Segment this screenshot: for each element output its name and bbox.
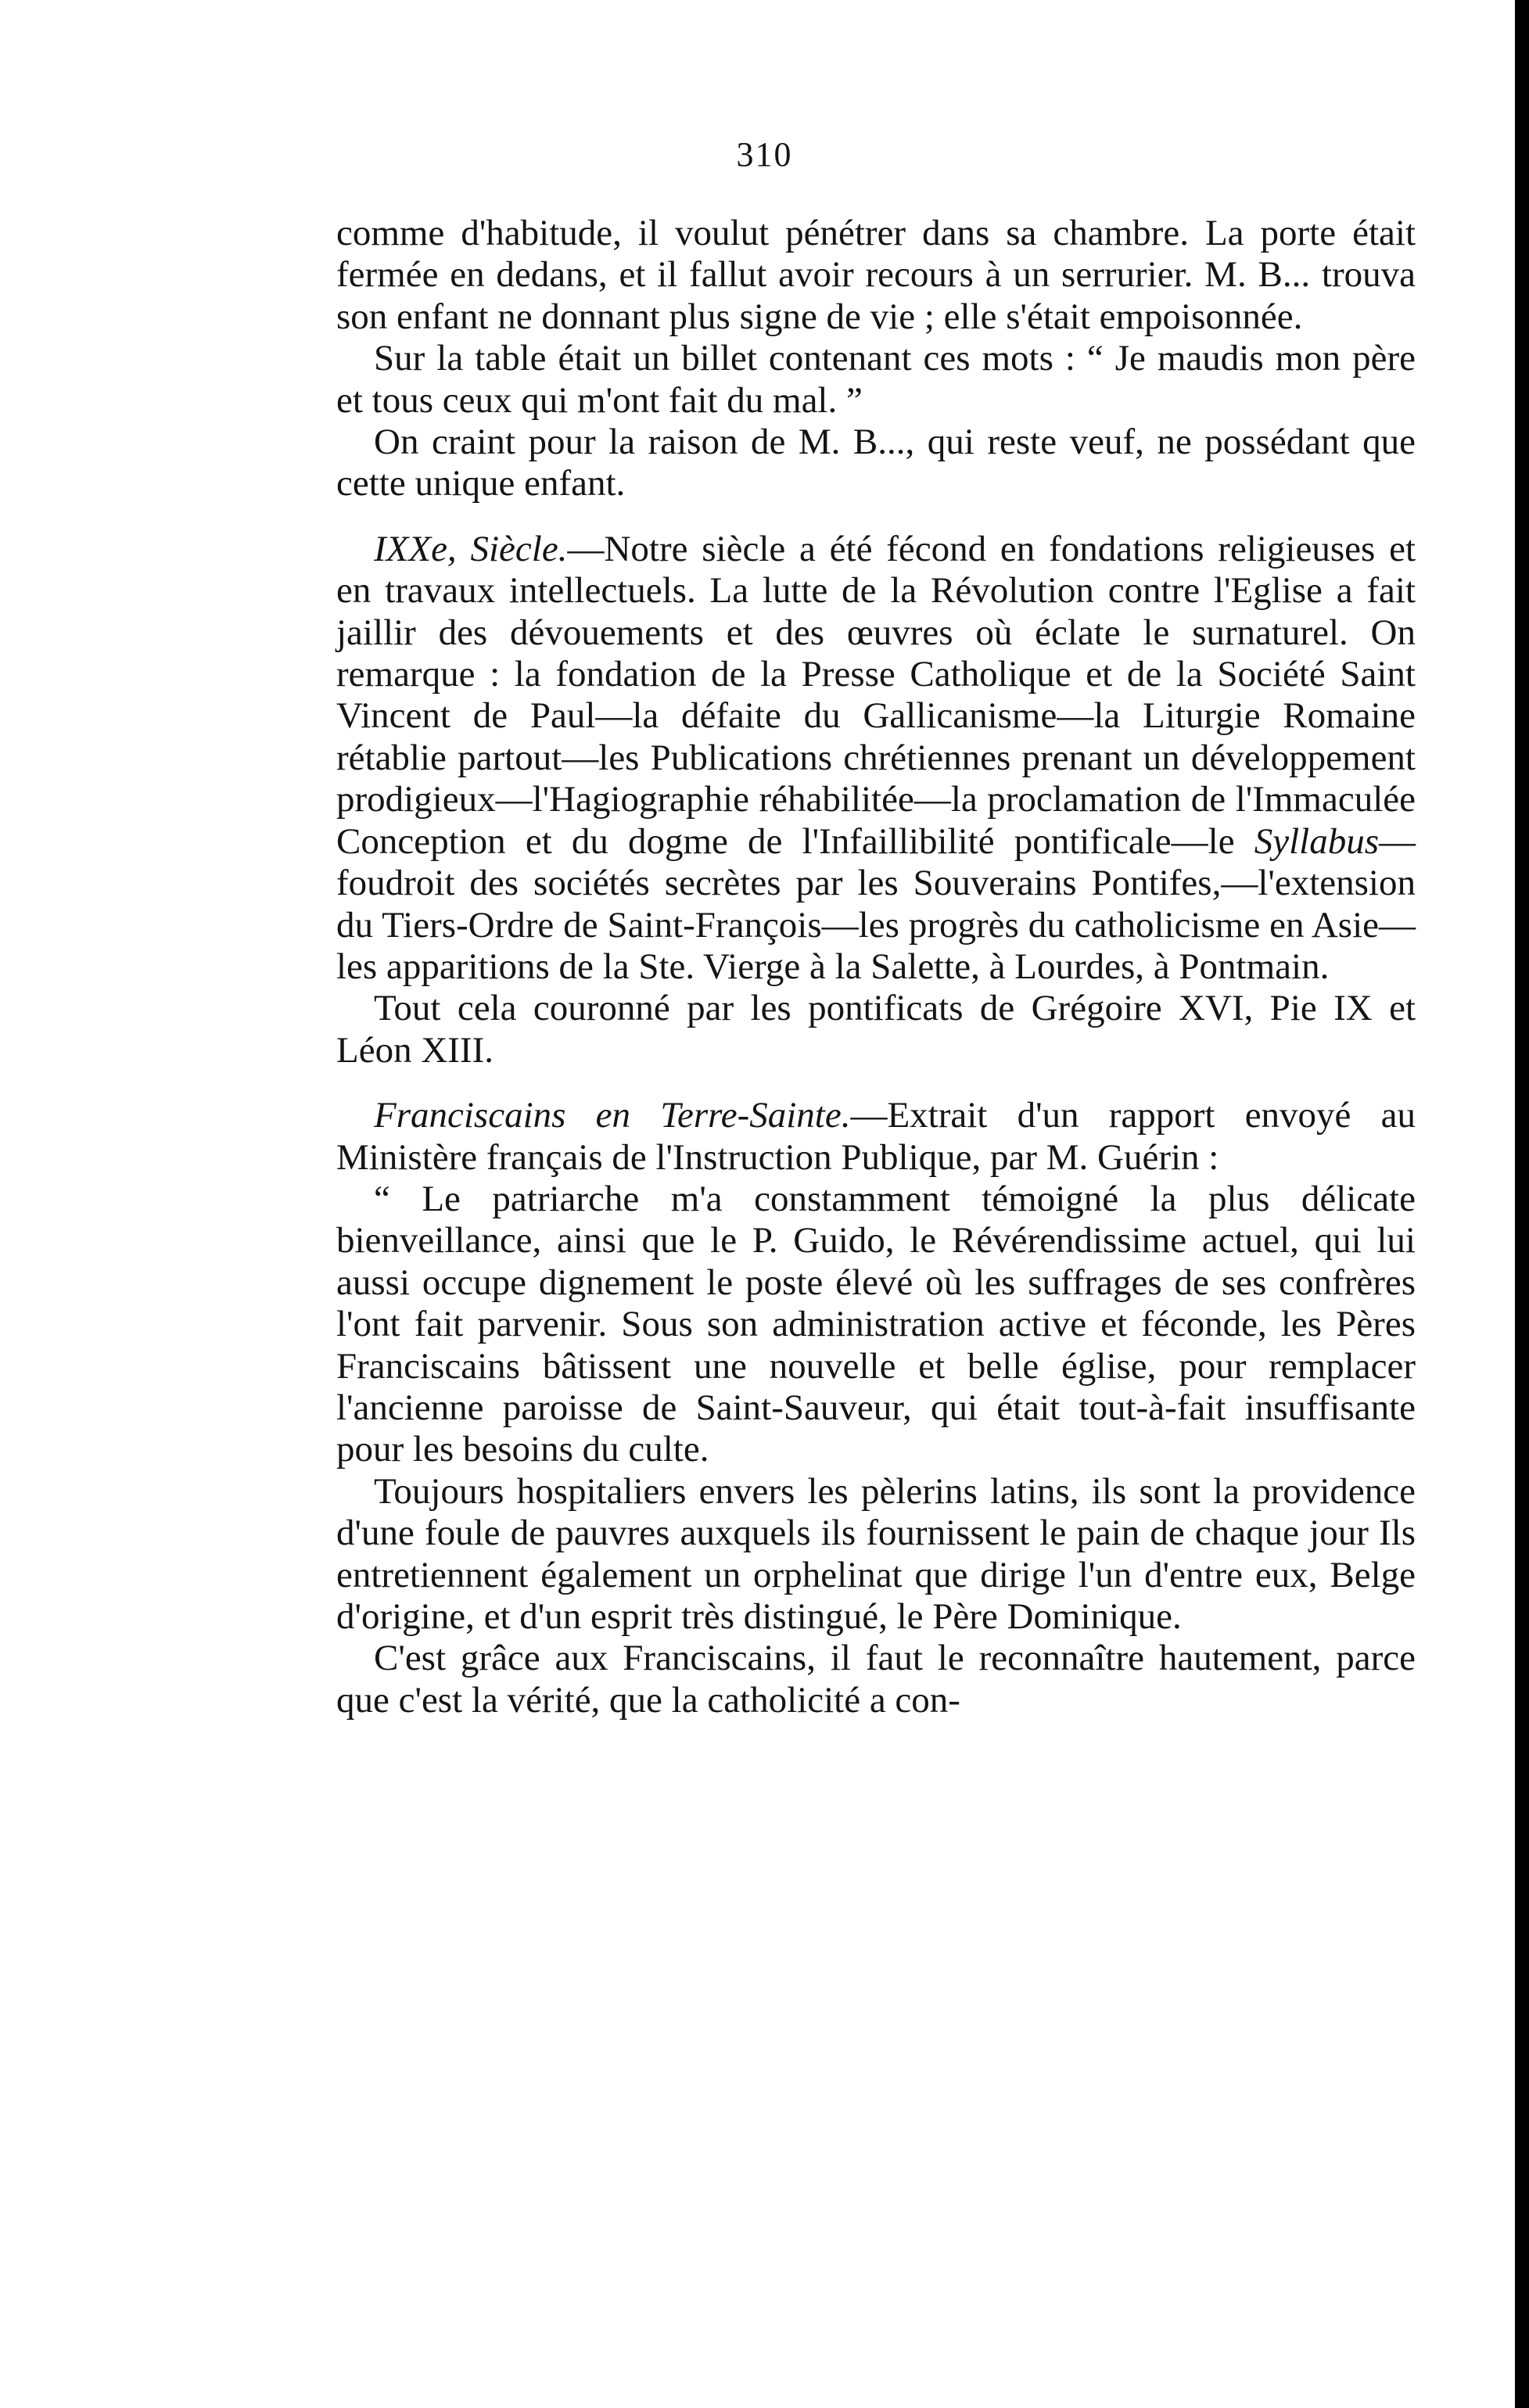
paragraph-catholicite — [336, 1638, 1416, 1721]
paragraph-franciscains-heading-text: —Extrait d'un rapport envoyé au Ministère français de l'Instruction Publique, par M. Guérin : — [336, 1095, 1416, 1178]
page-body-text — [336, 213, 1416, 1721]
paragraph-2-text: Sur la table était un billet contenant ces mots : “ Je maudis mon père et tous ceux qui m'ont fait du mal. ” — [336, 338, 1416, 421]
paragraph-catholicite-text: C'est grâce aux Franciscains, il faut le reconnaître hautement, parce que c'est la vérité, que la catholicité a con- — [336, 1638, 1416, 1721]
paragraph-1 — [336, 213, 1416, 338]
section-heading-franciscains: Franciscains en Terre-Sainte. — [374, 1095, 851, 1136]
paragraph-19th-century-text: —Notre siècle a été fécond en fondations religieuses et en travaux intellectuels. La lutte de la Révolution contre l'Eglise a fait jaillir des dévouements et des œuvres où éclate le surnaturel. On remarque : la fondation de la Presse Catholique et de la Société Saint Vincent de Paul—la défaite du Gallicanisme—la Liturgie Romaine rétablie partout—les Publications chrétiennes prenant un développement prodigieux—l'Hagiographie réhabilitée—la proclamation de l'Immaculée Conception et du dogme de l'Infaillibilité pontificale—le — [336, 528, 1416, 862]
paragraph-hospitaliers-text: Toujours hospitaliers envers les pèlerins latins, ils sont la providence d'une foule de pauvres auxquels ils fournissent le pain de chaque jour Ils entretiennent également un orphelinat que dirige l'un d'entre eux, Belge d'origine, et d'un esprit très distingué, le Père Dominique. — [336, 1470, 1416, 1637]
page-number: 310 — [736, 135, 793, 174]
section-heading-siecle: IXXe, Siècle. — [374, 528, 568, 569]
syllabus-italic: Syllabus — [1254, 820, 1379, 862]
paragraph-3-text: On craint pour la raison de M. B..., qui reste veuf, ne possédant que cette unique enfant. — [336, 422, 1416, 504]
paragraph-19th-century-text-after: —foudroit des sociétés secrètes par les Souverains Pontifes,—l'extension du Tiers-Ordre de Saint-François—les progrès du catholicisme en Asie—les apparitions de la Ste. Vierge à la Salette, à Lourdes, à Pontmain. — [336, 820, 1416, 987]
scan-edge-border — [1515, 0, 1529, 2408]
paragraph-3 — [336, 422, 1416, 505]
paragraph-2 — [336, 338, 1416, 422]
paragraph-franciscains-heading — [336, 1095, 1416, 1179]
paragraph-hospitaliers — [336, 1471, 1416, 1638]
paragraph-pontificats — [336, 988, 1416, 1071]
paragraph-pontificats-text: Tout cela couronné par les pontificats de Grégoire XVI, Pie IX et Léon XIII. — [336, 988, 1416, 1071]
paragraph-1-text: comme d'habitude, il voulut pénétrer dans sa chambre. La porte était fermée en dedans, et il fallut avoir recours à un serrurier. M. B... trouva son enfant ne donnant plus signe de vie ; elle s'était empoisonnée. — [336, 213, 1416, 337]
paragraph-patriarche-text: “ Le patriarche m'a constamment témoigné la plus délicate bienveillance, ainsi que le P. Guido, le Révérendissime actuel, qui lui aussi occupe dignement le poste élevé où les suffrages de ses confrères l'ont fait parvenir. Sous son administration active et féconde, les Pères Franciscains bâtissent une nouvelle et belle église, pour remplacer l'ancienne paroisse de Saint-Sauveur, qui était tout-à-fait insuffisante pour les besoins du culte. — [336, 1178, 1416, 1470]
paragraph-patriarche — [336, 1179, 1416, 1471]
paragraph-19th-century — [336, 529, 1416, 988]
